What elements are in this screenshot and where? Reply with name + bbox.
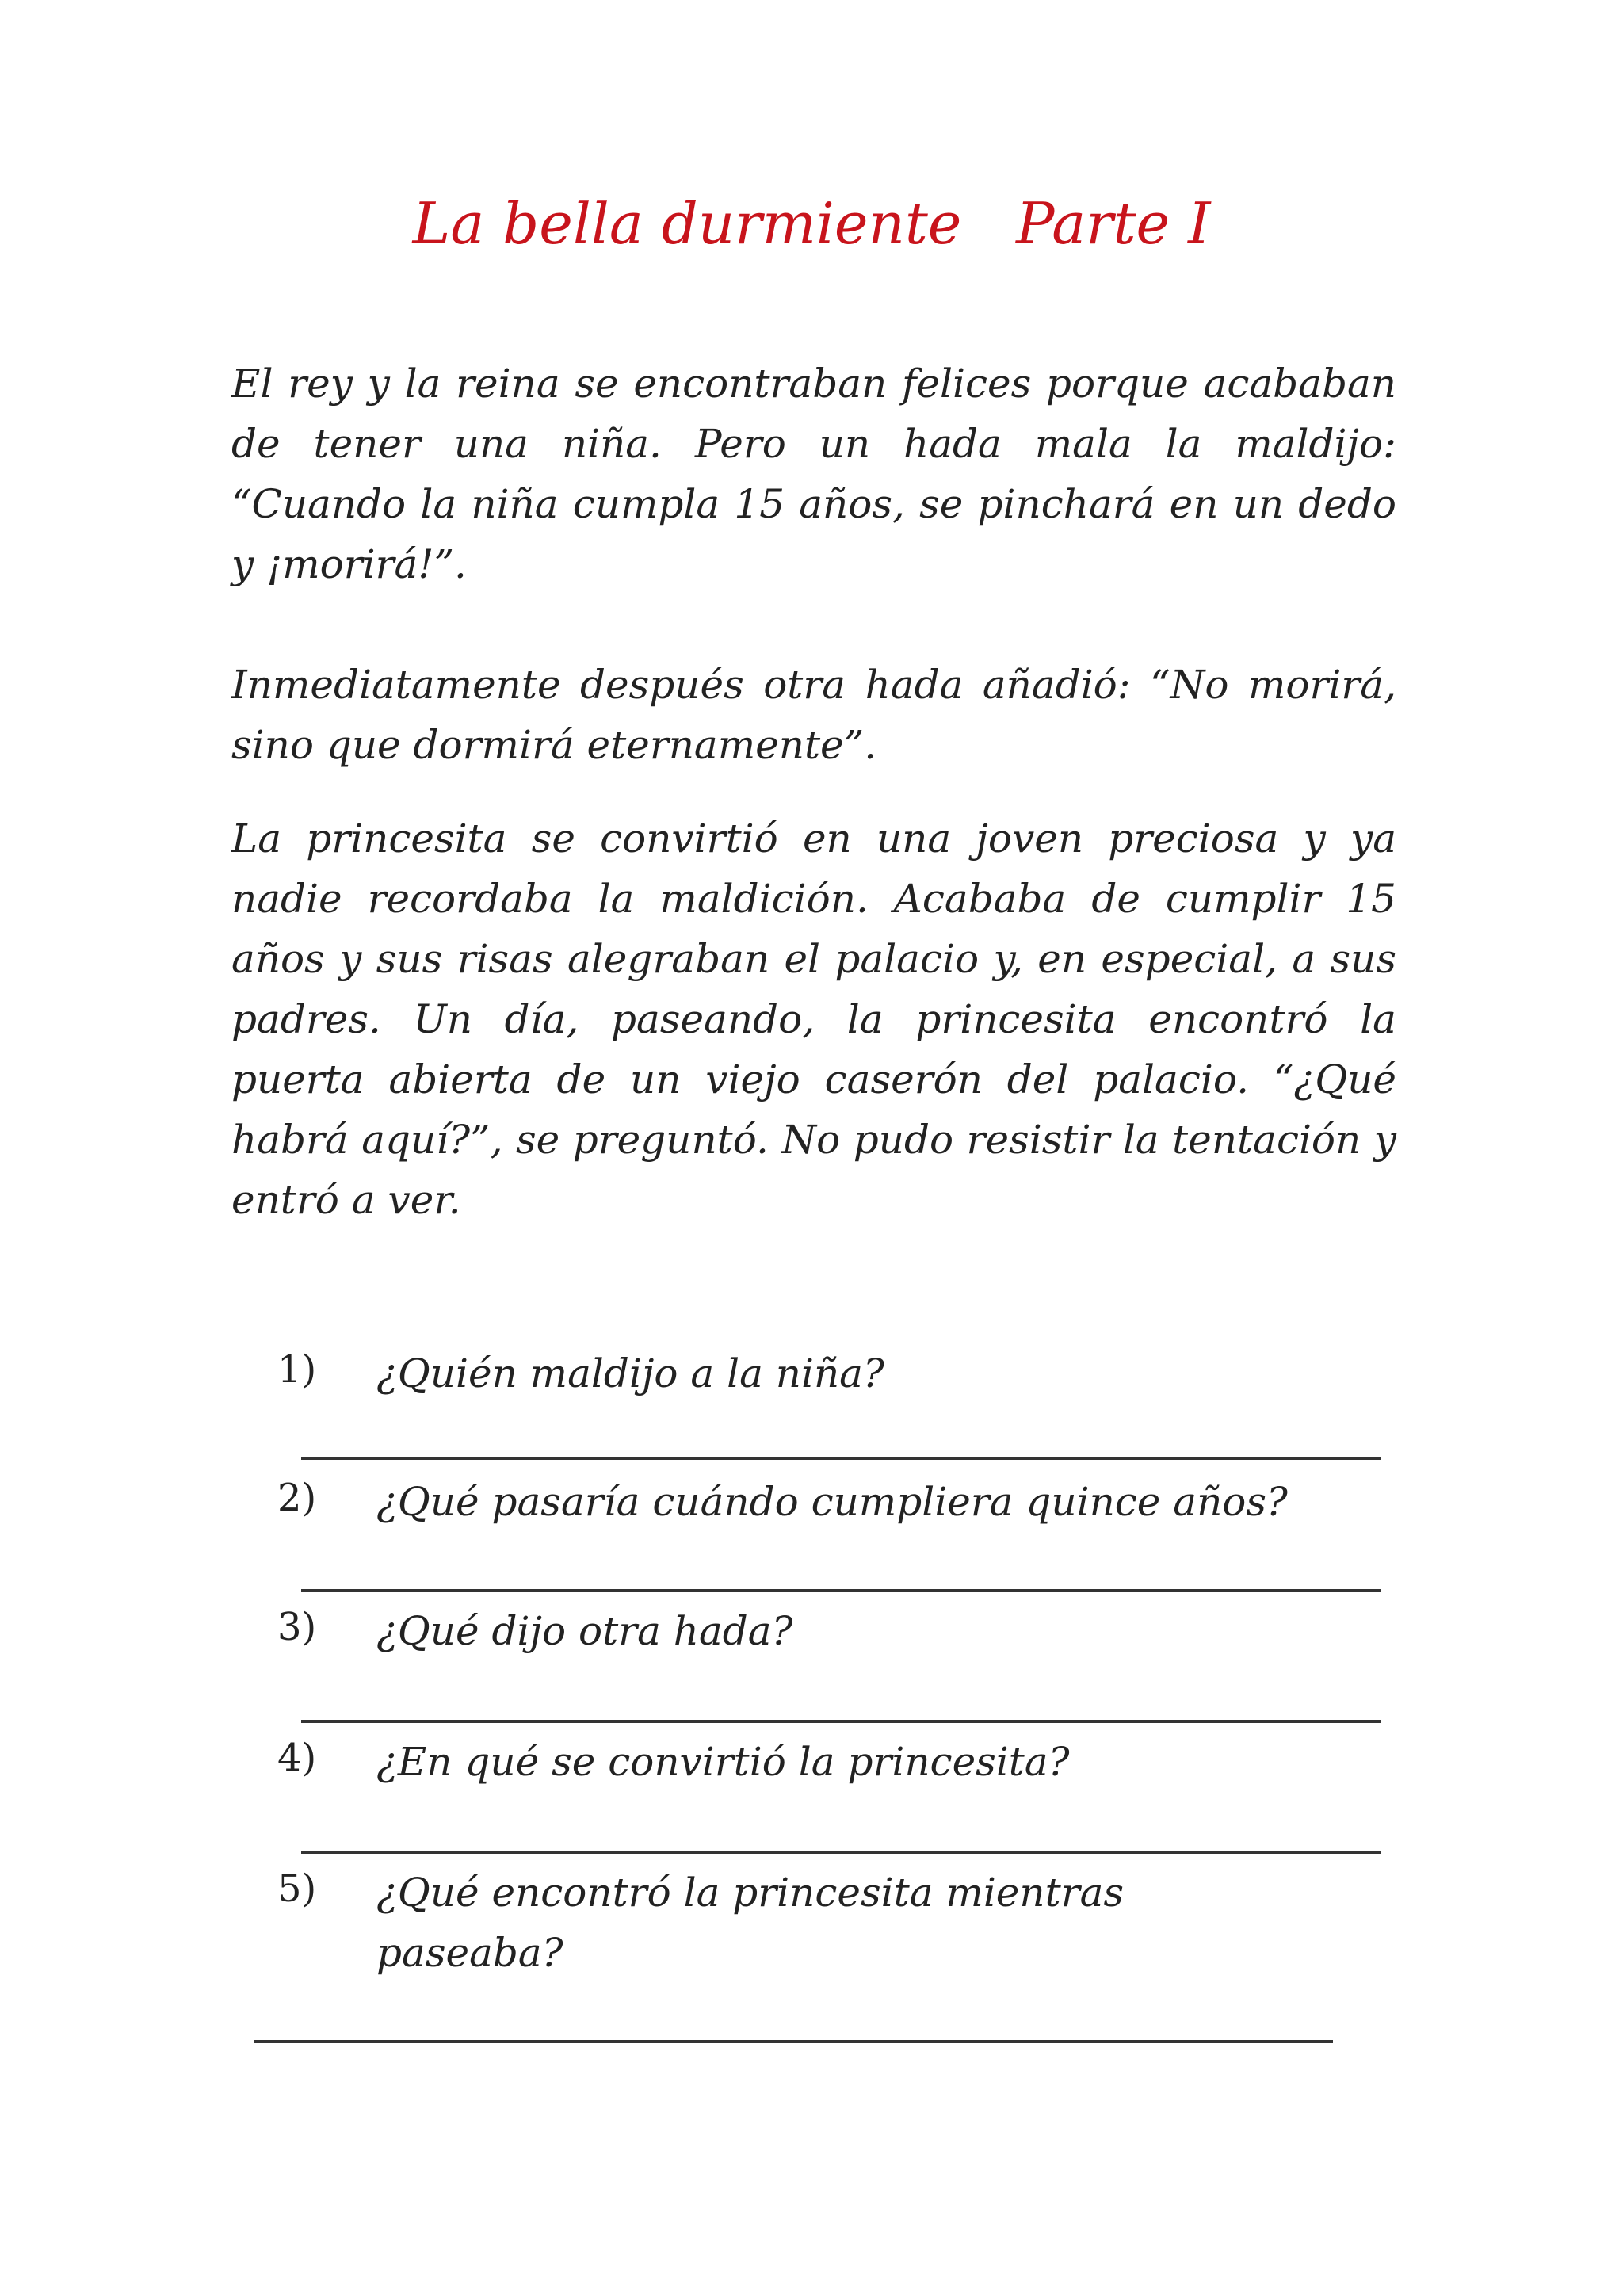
question-3-text: ¿Qué dijo otra hada? — [376, 1608, 793, 1654]
answer-line-3[interactable] — [301, 1720, 1381, 1723]
question-4-number: 4) — [277, 1736, 317, 1780]
question-2-text: ¿Qué pasaría cuándo cumpliera quince años? — [376, 1479, 1288, 1525]
answer-line-2[interactable] — [301, 1589, 1381, 1592]
question-2-number: 2) — [277, 1476, 317, 1520]
question-5-number: 5) — [277, 1866, 317, 1911]
answer-line-5[interactable] — [254, 2040, 1333, 2043]
page-title: La bella durmiente Parte I — [412, 190, 1211, 257]
story-paragraph-2: Inmediatamente después otra hada añadió: “No morirá, sino que dormirá eternamente”. — [231, 662, 1396, 768]
question-1-text: ¿Quién maldijo a la niña? — [376, 1350, 884, 1396]
question-1-number: 1) — [277, 1347, 317, 1392]
answer-line-4[interactable] — [301, 1851, 1381, 1854]
story-paragraph-3: La princesita se convirtió en una joven preciosa y ya nadie recordaba la maldición. Acababa de cumplir 15 años y sus risas alegraban el palacio y, en especial, a sus padres. Un día, paseando, la princesita encontró la puerta abierta de un viejo caserón del palacio. “¿Qué habrá aquí?”, se preguntó. No pudo resistir la tentación y entró a ver. — [231, 816, 1396, 1223]
question-5-text: ¿Qué encontró la princesita mientras paseaba? — [376, 1870, 1125, 1976]
question-4-text: ¿En qué se convirtió la princesita? — [376, 1739, 1070, 1785]
story-paragraph-1: El rey y la reina se encontraban felices porque acababan de tener una niña. Pero un hada mala la maldijo: “Cuando la niña cumpla 15 años, se pinchará en un dedo y ¡morirá!”. — [231, 361, 1396, 587]
question-3-number: 3) — [277, 1605, 317, 1649]
answer-line-1[interactable] — [301, 1457, 1381, 1460]
